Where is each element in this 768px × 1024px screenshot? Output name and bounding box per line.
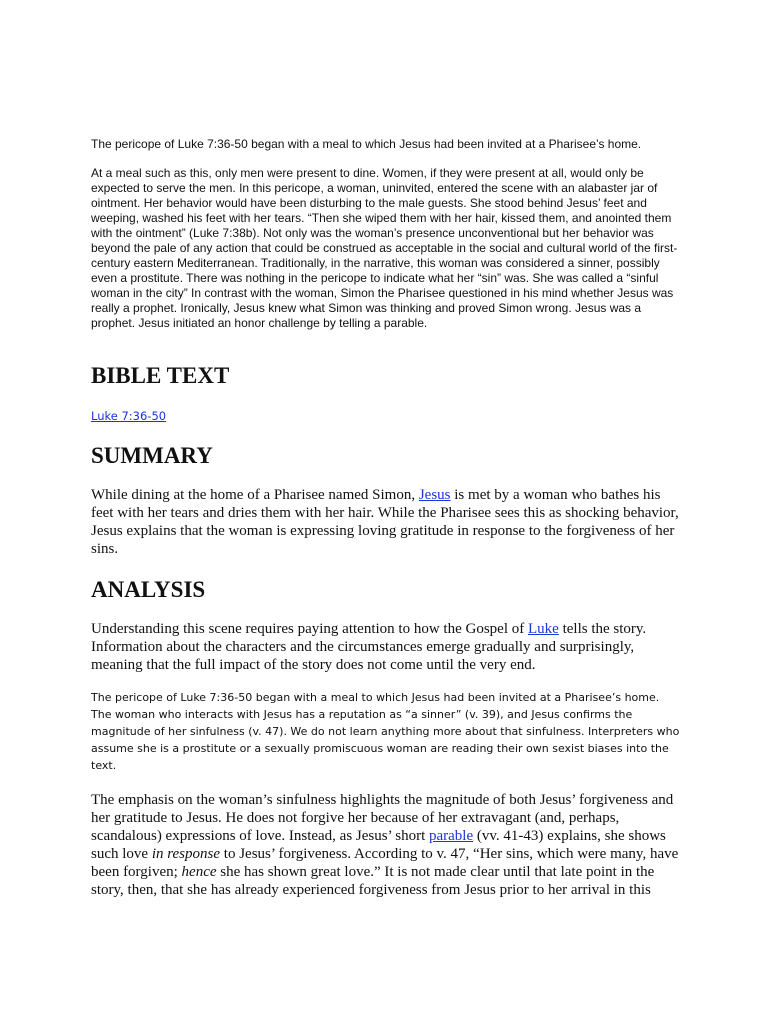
analysis-p1-end: tells the story. Information about the characters and the circumstances emerge gradually and surprisingly, meaning that the full impact of the story does not come until the very end. bbox=[91, 621, 647, 673]
bible-passage-link[interactable]: Luke 7:36-50 bbox=[91, 409, 167, 423]
parable-link[interactable]: parable bbox=[428, 828, 474, 844]
bible-text-heading: BIBLE TEXT bbox=[91, 363, 230, 388]
analysis-p3-part-d: she has shown great love.” It is not made clear until that late point in the story, then, that she has already experienced forgiveness from Jesus prior to her arrival in this bbox=[91, 864, 655, 898]
summary-paragraph bbox=[91, 486, 681, 558]
analysis-p3-part-c: to Jesus’ forgiveness. According to v. 47, “Her sins, which were many, have been forgiven; bbox=[91, 846, 679, 880]
analysis-p3-part-a: The emphasis on the woman’s sinfulness highlights the magnitude of both Jesus’ forgiveness and her gratitude to Jesus. He does not forgive her because of her extravagant (and, perhaps, scandalous) expressions of love. Instead, as Jesus’ short bbox=[91, 792, 674, 844]
emphasis-in-response: in response bbox=[151, 846, 221, 862]
analysis-heading: ANALYSIS bbox=[91, 577, 206, 602]
document-page bbox=[91, 137, 681, 899]
luke-link[interactable]: Luke bbox=[528, 621, 559, 637]
intro-paragraph-2: At a meal such as this, only men were present to dine. Women, if they were present at all, would only be expected to serve the men. In this pericope, a woman, uninvited, entered the scene with an alabaster jar of ointment. Her behavior would have been disturbing to the male guests. She stood behind Jesus’ feet and weeping, washed his feet with her tears. “Then she wiped them with her hair, kissed them, and anointed them with the ointment” (Luke 7:38b). Not only was the woman’s presence unconventional but her behavior was beyond the pale of any action that could be construed as acceptable in the social and cultural world of the first-century eastern Mediterranean. Traditionally, in the narrative, this woman was considered a sinner, possibly even a prostitute. There was nothing in the pericope to indicate what her “sin” was. She was called a “sinful woman in the city” In contrast with the woman, Simon the Pharisee questioned in his mind whether Jesus was really a prophet. Ironically, Jesus knew what Simon was thinking and proved Simon wrong. Jesus was a prophet. Jesus initiated an honor challenge by telling a parable. bbox=[91, 166, 678, 330]
summary-heading: SUMMARY bbox=[91, 443, 213, 468]
analysis-paragraph-3 bbox=[91, 791, 681, 899]
summary-text-start: While dining at the home of a Pharisee named Simon, bbox=[91, 487, 419, 503]
bible-link-paragraph bbox=[91, 408, 681, 424]
analysis-paragraph-2: The pericope of Luke 7:36-50 began with a meal to which Jesus had been invited at a Pharisee’s home. The woman who interacts with Jesus has a reputation as “a sinner” (v. 39), and Jesus confirms the magnitude of her sinfulness (v. 47). We do not learn anything more about that sinfulness. Interpreters who assume she is a prostitute or a sexually promiscuous woman are reading their own sexist biases into the text. bbox=[91, 691, 680, 772]
summary-text-end: is met by a woman who bathes his feet with her tears and dries them with her hair. While the Pharisee sees this as shocking behavior, Jesus explains that the woman is expressing loving gratitude in response to the forgiveness of her sins. bbox=[91, 487, 679, 557]
analysis-p1-start: Understanding this scene requires paying attention to how the Gospel of bbox=[91, 621, 528, 637]
analysis-p3-part-b: (vv. 41-43) explains, she shows such love bbox=[91, 828, 666, 862]
emphasis-hence: hence bbox=[181, 864, 217, 880]
analysis-paragraph-1 bbox=[91, 620, 681, 674]
intro-paragraph-1: The pericope of Luke 7:36-50 began with a meal to which Jesus had been invited at a Pharisee’s home. bbox=[91, 137, 642, 151]
jesus-link[interactable]: Jesus bbox=[418, 487, 451, 503]
